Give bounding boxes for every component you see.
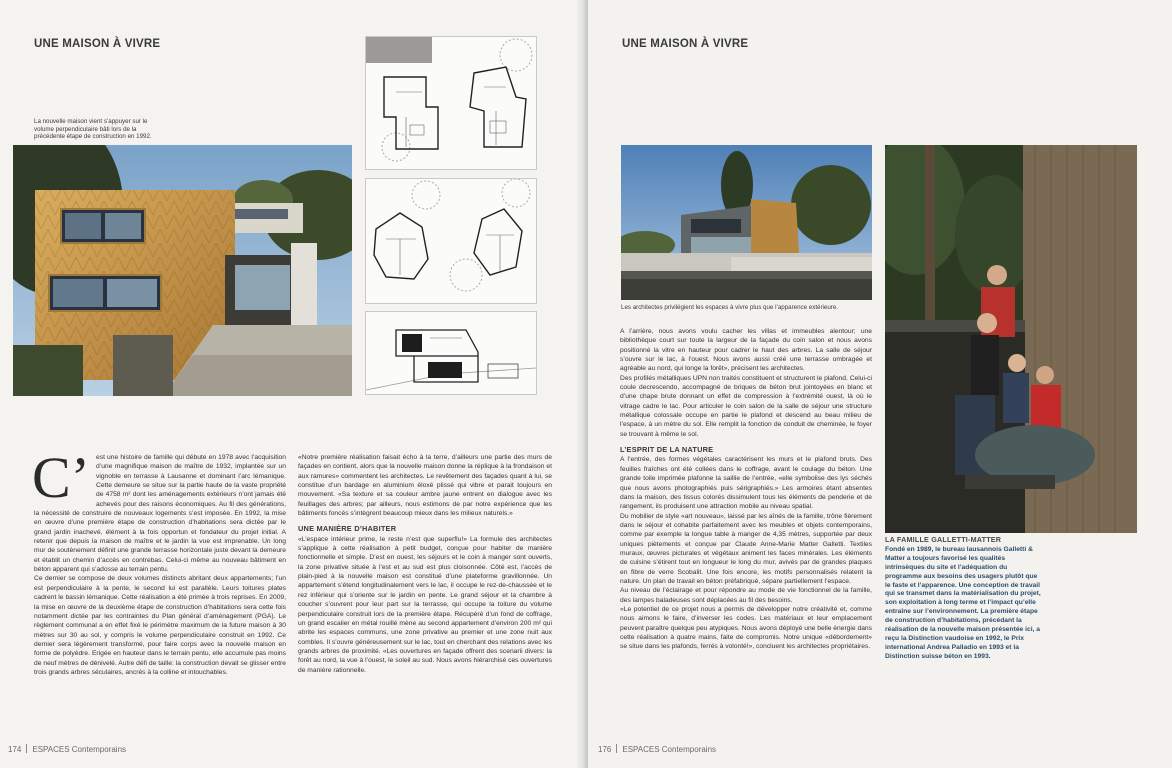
- paragraph: Au niveau de l’éclairage et pour répondre au mode de vie fonctionnel de la famille, des lampes baladeuses sont déplacées au fil des besoins.: [620, 587, 872, 604]
- paragraph: Du mobilier de style «art nouveau», laissé par les aînés de la famille, trône fièrement dans le séjour et cohabite parfaitement avec les meubles et objets contemporains, comme par exemple la longue table à manger de 4,35 mètres, supportée par deux uniques piètements et conçue par Claude Anne-Marie Matter Galletti. Textiles muraux, œuvres picturales et végétaux animent les faces minérales. Les éléments de cuisine s’étirent tout en longueur le long du mur, avivés par de grandes plaques en fibre de verre Scobalit. Une fois encore, les motifs personnalisés relatent la nature. Un plan de travail en béton préfabriqué, sépare partiellement l’espace.: [620, 512, 872, 585]
- photo-caption: Les architectes privilégient les espaces à vivre plus que l’apparence extérieure.: [621, 304, 839, 311]
- paragraph: est une histoire de famille qui débute en 1978 avec l’acquisition d’une magnifique maison de maître de 1932, implantée sur un vignoble en terrasse à Lausanne et dominant l’arc lémanique. Cette demeure se situe sur la partie haute de la vaste propriété de 4758 m² dont les aménagements extérieurs n’ont jamais été achevés pour des raisons économiques. Au fil des générations, la nécessité de construire de nouveaux logements s’est imposée. En 1992, la mise en œuvre d’une première étape de construction d’habitations sera dictée par le grand jardin inachevé, élément à la fois opportun et fondateur du projet initial. A retenir que depuis la maison de maître et le jardin la vue est imprenable. Un long mur de soutènement définit une grande terrasse horizontale juste devant la demeure et établit un chemin d’accès en contrebas. Celui-ci même au nouveau bâtiment en béton apparent qui s’adosse au terrain pentu.: [34, 454, 286, 574]
- magazine-title: ESPACES Contemporains: [32, 745, 127, 754]
- photo-caption: La nouvelle maison vient s’appuyer sur le volume perpendiculaire bâti lors de la précédente étape de construction en 1992.: [34, 118, 152, 141]
- page-number: 174: [8, 745, 22, 754]
- paragraph: «L’espace intérieur prime, le reste n’est que superflu!» La formule des architectes s’applique à cette réalisation à petit budget, conçue pour habiter de manière fonctionnelle et simple. D’est en ouest, les séjours et le coin à manger sont ouverts, la zone privative située à l’est et au sud est plus cloisonnée. Côté est, l’accès de plain-pied à la nouvelle maison est constitué d’une plateforme gravillonnée. Un appartement s’étend longitudinalement vers le lac, il occupe le rez-de-chaussée et le rez inférieur qui s’oriente sur le jardin en pente. Le grand séjour et la chambre à coucher s’ouvrent pour leur part sur la terrasse, qui occupe la toiture du volume perpendiculaire construit lors de la première étape. Récupéré d’un fond de coffrage, un grand escalier en métal rouillé mène au second appartement d’environ 200 m² qui abrite les espaces communs, une zone privative au premier et une zone nuit aux combles. Il s’ouvre généreusement sur le lac, tout en cherchant des relations avec les grands arbres de proximité. «Les ouvertures en façade offrent des scenarii divers: la forêt au nord, la vue à l’ouest, le soleil au sud. Nous avons hiérarchisé ces ouvertures de manière rationnelle.: [298, 535, 552, 674]
- right-page: [588, 0, 1172, 768]
- floor-plan-middle: [365, 178, 537, 304]
- house-exterior-photo: [13, 145, 352, 396]
- house-terrace-photo: [621, 145, 872, 300]
- family-portrait-photo: [885, 145, 1137, 533]
- paragraph: Des profilés métalliques UPN non traités constituent et structurent le plafond. Celui-ci coule decrescendo, accompagné de briques de béton brut jointoyées en blanc et d’une chape brute donnant un effet de compression à l’extrémité ouest, là où le vitrage cadre le lac. Pour articuler le coin salon de la salle de séjour une structure métallique colossale occupe en partie le plafond et descend au beau milieu de l’espace, à un mètre du sol. Elle remplit la fonction de conduit de cheminée, le foyer se trouvant à même le sol.: [620, 374, 873, 438]
- page-folio: [598, 744, 716, 754]
- paragraph: «Notre première réalisation faisait écho à la terre, d’ailleurs une partie des murs de façades en contient, alors que la nouvelle maison donne la réplique à la frondaison et aux ramures» commentent les architectes. Le revêtement des façades quant à lui, se constitue d’un bardage en aluminium éloxé plissé qui vibre et parait toujours en mouvement. «Sa texture et sa couleur ambre jaune entrent en dialogue avec les feuillages des arbres; par ailleurs, nous estimons de par notre expérience que les bâtiments foncés s’intègrent beaucoup mieux dans les milieux naturels.»: [298, 454, 552, 518]
- body-column-3: [620, 327, 872, 737]
- paragraph: Ce dernier se compose de deux volumes distincts abritant deux appartements; l’un est perpendiculaire à la pente, le second lui est parallèle. Leurs toitures plates cadrent le bassin lémanique. Cette réalisation a été primée à trois reprises. En 2009, la mise en œuvre de la deuxième étape de construction d’habitations sera cette fois notamment dictée par les contraintes du Plan général d’aménagement (PGA). Le règlement communal a en effet fixé le périmètre maximum de la future maison à 30 mètres sur 30 au sol, y compris le volume perpendiculaire construit en 1992. Ce dernier sera légèrement transformé, pour faire corps avec la nouvelle maison en forme de polyèdre. Erigée en hauteur dans le terrain pentu, elle accumule pas moins de neuf mètres de dénivelé. Autre défi de taille: la construction devait se glisser entre trois grands arbres séculaires, ancrés à la colline et intouchables.: [34, 575, 286, 676]
- body-column-2: [298, 453, 552, 731]
- section-drawing: [365, 311, 537, 395]
- page-number: 176: [598, 745, 612, 754]
- body-column-1: [32, 445, 286, 731]
- page-folio: [8, 744, 126, 754]
- paragraph: «Le potentiel de ce projet nous a permis de développer notre créativité et, comme nous aimons le faire, d’inverser les codes. Les matériaux et leur emplacement peuvent paraître quelque peu atypiques. Nous avons déployé une belle énergie dans cette réalisation à quatre mains, faite de compromis. Notre unique «débordement» se situe dans les plafonds, ferrés à volonté!», concluent les architectes propriétaires.: [620, 605, 872, 651]
- floor-plan-upper: [365, 36, 537, 170]
- section-subheading: L’ESPRIT DE LA NATURE: [620, 445, 714, 455]
- paragraph: A l’arrière, nous avons voulu cacher les villas et immeubles alentour; une bibliothèque court sur toute la largeur de la façade du coin salon et nous avons positionné la vitre en hauteur pour cadrer le haut des arbres. La salle de séjour s’ouvre sur le lac, à l’ouest. Nous avons aussi créé une terrasse ombragée et agréable au nord, qui longe la forêt», précisent les architectes.: [620, 328, 872, 373]
- architect-sidebar: [885, 536, 1041, 662]
- page-heading: UNE MAISON À VIVRE: [34, 38, 161, 50]
- left-page: [0, 0, 584, 768]
- sidebar-title: LA FAMILLE GALLETTI-MATTER: [885, 535, 1002, 544]
- paragraph: A l’entrée, des formes végétales caractérisent les murs et le plafond bruts. Des feuilles fraîches ont été collées dans le coffrage, avant le coulage du béton. Une grande toile imprimée plafonne la saillie de l’entrée, «elle symbolise des lys séchés que nous avons photographiés puis sérigraphiés.» Les armoires étant absentes dans la maison, des tissus colorés dissimulent tous les éléments de penderie et de rangement, ils produisent une attraction mobile au niveau spatial.: [620, 456, 872, 511]
- section-subheading: UNE MANIÈRE D’HABITER: [298, 524, 397, 534]
- magazine-title: ESPACES Contemporains: [622, 745, 717, 754]
- page-heading: UNE MAISON À VIVRE: [622, 38, 749, 50]
- drop-cap: C’: [32, 445, 90, 510]
- sidebar-body: Fondé en 1989, le bureau lausannois Galletti & Matter a toujours favorisé les qualités intrinsèques du site et l’adéquation du programme aux besoins des usagers plutôt que le faste et l’apparence. Une conception de travail qui se transmet dans la matérialisation du projet, son exploitation à long terme et l’impact qu’elle entraîne sur l’environnement. La première étape de construction d’habitations, précédant la réalisation de la nouvelle maison présentée ici, a reçu la Distinction vaudoise en 1992, le Prix international Andrea Palladio en 1993 et la Distinction suisse béton en 1993.: [885, 545, 1041, 660]
